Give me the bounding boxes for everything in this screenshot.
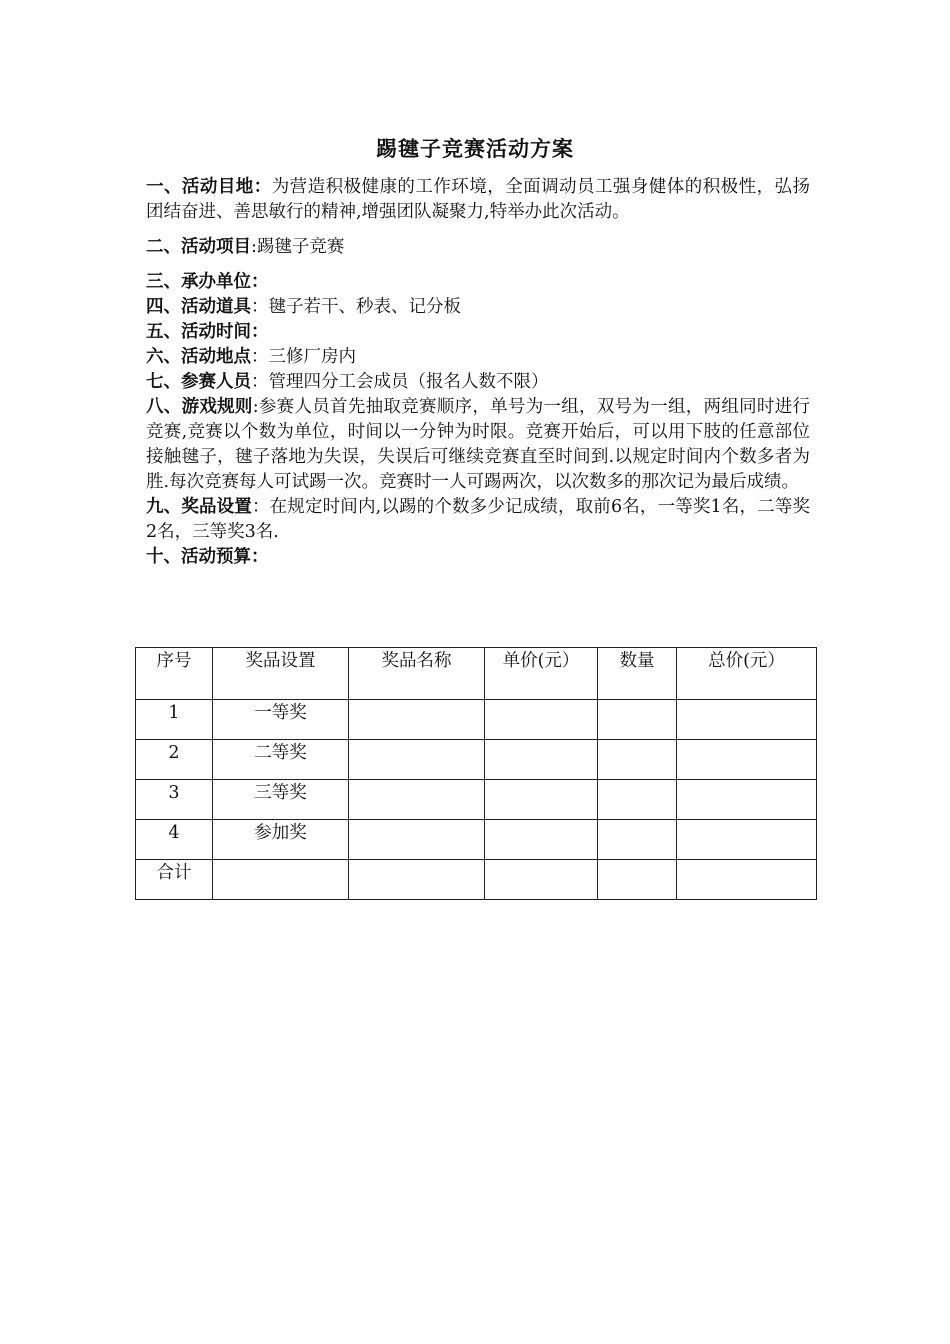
cell-prize-level: 二等奖 — [213, 740, 349, 780]
table-row — [136, 780, 817, 820]
cell-unit-price — [485, 780, 598, 820]
table-total-row — [136, 860, 817, 900]
cell-prize-level: 一等奖 — [213, 700, 349, 740]
cell-unit-price — [485, 820, 598, 860]
cell-index: 1 — [136, 700, 213, 740]
page-title: 踢毽子竞赛活动方案 — [376, 136, 574, 161]
cell-prize-name — [349, 700, 485, 740]
header-index: 序号 — [136, 648, 213, 700]
header-unit-price: 单价(元） — [485, 648, 598, 700]
cell-unit-price — [485, 860, 598, 900]
header-total-price: 总价(元） — [677, 648, 817, 700]
cell-unit-price — [485, 740, 598, 780]
header-prize-name: 奖品名称 — [349, 648, 485, 700]
cell-quantity — [598, 820, 677, 860]
cell-unit-price — [485, 700, 598, 740]
cell-prize-name — [349, 780, 485, 820]
section-purpose: 一、活动目地：为营造积极健康的工作环境，全面调动员工强身健体的积极性，弘扬团结奋进、善思敏行的精神,增强团队凝聚力,特举办此次活动。 — [146, 177, 811, 222]
section-participants: 七、参赛人员：管理四分工会成员（报名人数不限） — [146, 372, 549, 392]
budget-table — [135, 647, 817, 900]
section-location: 六、活动地点：三修厂房内 — [146, 347, 356, 367]
section-time: 五、活动时间： — [146, 322, 269, 342]
section-equipment: 四、活动道具：毽子若干、秒表、记分板 — [146, 297, 461, 317]
cell-prize-name — [349, 820, 485, 860]
cell-prize-level: 三等奖 — [213, 780, 349, 820]
cell-quantity — [598, 700, 677, 740]
cell-total-price — [677, 700, 817, 740]
cell-prize-name — [349, 860, 485, 900]
cell-index: 4 — [136, 820, 213, 860]
document-body — [146, 175, 810, 570]
cell-total-price — [677, 780, 817, 820]
table-row — [136, 740, 817, 780]
table-row — [136, 820, 817, 860]
cell-total-price — [677, 820, 817, 860]
cell-quantity — [598, 780, 677, 820]
section-rules: 八、游戏规则:参赛人员首先抽取竞赛顺序，单号为一组，双号为一组，两组同时进行竞赛,竞赛以个数为单位，时间以一分钟为时限。竞赛开始后，可以用下肢的任意部位接触毽子，毽子落地为失误，失误后可继续竞赛直至时间到.以规定时间内个数多者为胜.每次竞赛每人可试踢一次。竞赛时一人可踢两次，以次数多的那次记为最后成绩。 — [146, 397, 810, 492]
cell-total-label: 合计 — [136, 860, 213, 900]
cell-index: 3 — [136, 780, 213, 820]
table-header-row — [136, 648, 817, 700]
section-budget: 十、活动预算： — [146, 547, 269, 567]
cell-total-price — [677, 860, 817, 900]
cell-quantity — [598, 860, 677, 900]
cell-total-price — [677, 740, 817, 780]
cell-prize-name — [349, 740, 485, 780]
section-prizes: 九、奖品设置：在规定时间内,以踢的个数多少记成绩，取前6名，一等奖1名，二等奖2名，三等奖3名. — [146, 497, 810, 542]
header-quantity: 数量 — [598, 648, 677, 700]
header-prize-level: 奖品设置 — [213, 648, 349, 700]
section-organizer: 三、承办单位： — [146, 272, 269, 292]
table-row — [136, 700, 817, 740]
cell-quantity — [598, 740, 677, 780]
section-project: 二、活动项目:踢毽子竞赛 — [146, 237, 345, 257]
cell-prize-level — [213, 860, 349, 900]
cell-index: 2 — [136, 740, 213, 780]
cell-prize-level: 参加奖 — [213, 820, 349, 860]
